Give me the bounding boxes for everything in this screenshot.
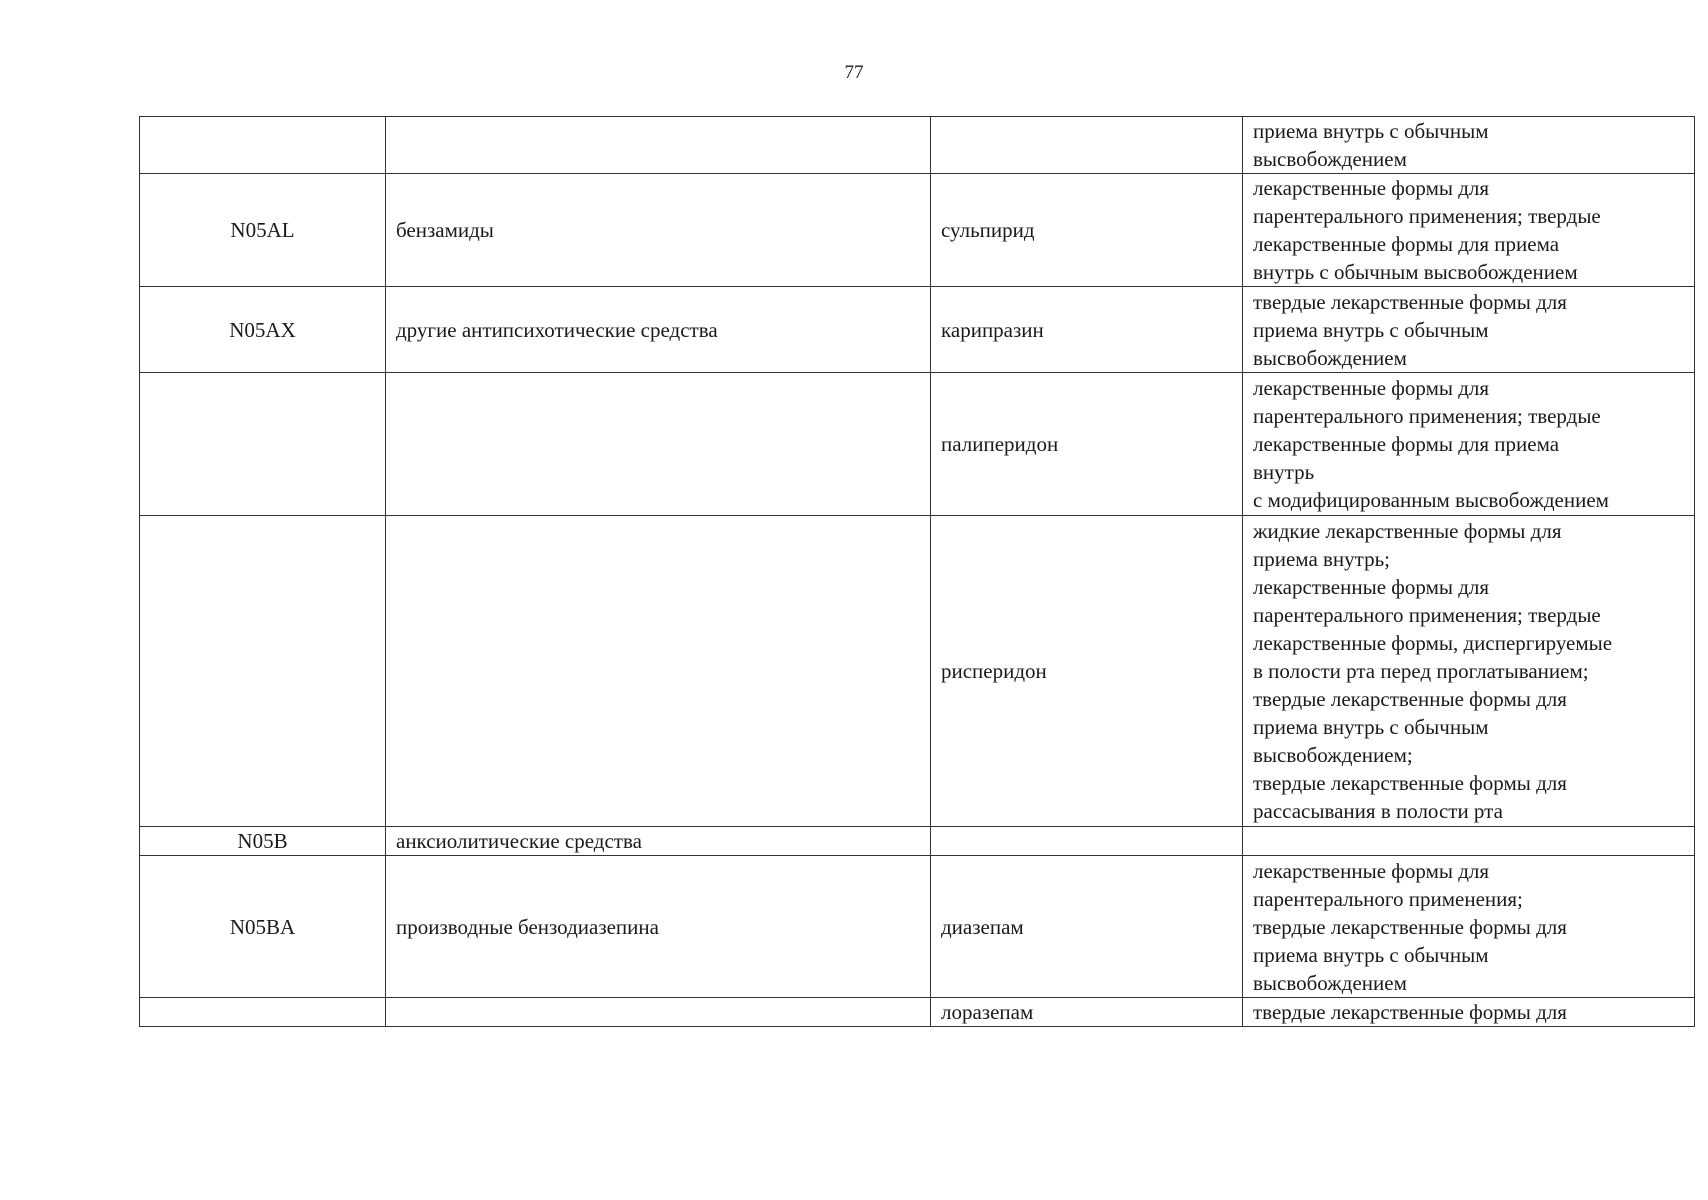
table-row xyxy=(140,174,1695,287)
dosage-form-line: внутрь xyxy=(1253,460,1315,484)
group-name-cell: производные бензодиазепина xyxy=(386,856,931,998)
group-name-cell xyxy=(386,516,931,827)
dosage-forms-cell xyxy=(1243,174,1695,287)
dosage-form-line: жидкие лекарственные формы для xyxy=(1253,519,1562,543)
dosage-form-line: парентерального применения; твердые xyxy=(1253,204,1601,228)
atc-code-cell: N05B xyxy=(140,827,386,856)
dosage-form-line: парентерального применения; твердые xyxy=(1253,603,1601,627)
table-row xyxy=(140,373,1695,516)
table-row xyxy=(140,827,1695,856)
table-row xyxy=(140,998,1695,1027)
dosage-form-line: высвобождением xyxy=(1253,147,1407,171)
atc-code-cell xyxy=(140,516,386,827)
atc-code-cell xyxy=(140,998,386,1027)
group-name-cell: анксиолитические средства xyxy=(386,827,931,856)
atc-code-cell: N05AX xyxy=(140,287,386,373)
drug-name-cell: сульпирид xyxy=(931,174,1243,287)
dosage-forms-cell xyxy=(1243,373,1695,516)
dosage-form-line: лекарственные формы для приема xyxy=(1253,232,1560,256)
group-name-cell: другие антипсихотические средства xyxy=(386,287,931,373)
table-row xyxy=(140,117,1695,174)
atc-code-cell xyxy=(140,117,386,174)
dosage-form-line: твердые лекарственные формы для xyxy=(1253,914,1567,939)
dosage-form-line: твердые лекарственные формы для xyxy=(1253,771,1567,795)
drug-name-cell: диазепам xyxy=(931,856,1243,998)
dosage-form-line: лекарственные формы для приема xyxy=(1253,432,1560,456)
atc-code-cell: N05AL xyxy=(140,174,386,287)
dosage-form-line: приема внутрь с обычным xyxy=(1253,119,1489,143)
drug-name-cell xyxy=(931,117,1243,174)
dosage-forms-cell xyxy=(1243,516,1695,827)
table-row xyxy=(140,516,1695,827)
group-name-cell xyxy=(386,998,931,1027)
dosage-form-line: высвобождением xyxy=(1253,345,1407,370)
table-row xyxy=(140,287,1695,373)
drug-name-cell: палиперидон xyxy=(931,373,1243,516)
drug-table xyxy=(139,116,1695,1027)
dosage-form-line: приема внутрь; xyxy=(1253,547,1391,571)
dosage-form-line: парентерального применения; твердые xyxy=(1253,404,1601,428)
dosage-form-line: высвобождением xyxy=(1253,970,1407,995)
dosage-form-line: приема внутрь с обычным xyxy=(1253,317,1489,342)
dosage-form-line: рассасывания в полости рта xyxy=(1253,799,1503,823)
dosage-form-line: лекарственные формы для xyxy=(1253,858,1490,883)
table-row xyxy=(140,856,1695,998)
dosage-form-line: приема внутрь с обычным xyxy=(1253,715,1489,739)
dosage-form-line: внутрь с обычным высвобождением xyxy=(1253,260,1578,284)
dosage-forms-cell xyxy=(1243,287,1695,373)
group-name-cell xyxy=(386,117,931,174)
dosage-form-line: в полости рта перед проглатыванием; xyxy=(1253,659,1589,683)
drug-name-cell: рисперидон xyxy=(931,516,1243,827)
drug-name-cell xyxy=(931,827,1243,856)
dosage-form-line: парентерального применения; xyxy=(1253,886,1523,911)
group-name-cell: бензамиды xyxy=(386,174,931,287)
dosage-form-line: лекарственные формы, диспергируемые xyxy=(1253,631,1613,655)
dosage-form-line: приема внутрь с обычным xyxy=(1253,942,1489,967)
dosage-form-line: лекарственные формы для xyxy=(1253,176,1490,200)
dosage-forms-cell xyxy=(1243,998,1695,1027)
dosage-form-line: с модифицированным высвобождением xyxy=(1253,488,1609,512)
atc-code-cell: N05BA xyxy=(140,856,386,998)
dosage-forms-cell xyxy=(1243,827,1695,856)
group-name-cell xyxy=(386,373,931,516)
drug-name-cell: лоразепам xyxy=(931,998,1243,1027)
dosage-form-line: лекарственные формы для xyxy=(1253,376,1490,400)
dosage-form-line: высвобождением; xyxy=(1253,743,1413,767)
dosage-form-line: лекарственные формы для xyxy=(1253,575,1490,599)
dosage-forms-cell xyxy=(1243,117,1695,174)
dosage-form-line: твердые лекарственные формы для xyxy=(1253,289,1567,314)
dosage-form-line: твердые лекарственные формы для xyxy=(1253,687,1567,711)
dosage-form-line: твердые лекарственные формы для xyxy=(1253,1000,1567,1024)
drug-name-cell: карипразин xyxy=(931,287,1243,373)
atc-code-cell xyxy=(140,373,386,516)
page-number: 77 xyxy=(844,62,864,83)
dosage-forms-cell xyxy=(1243,856,1695,998)
